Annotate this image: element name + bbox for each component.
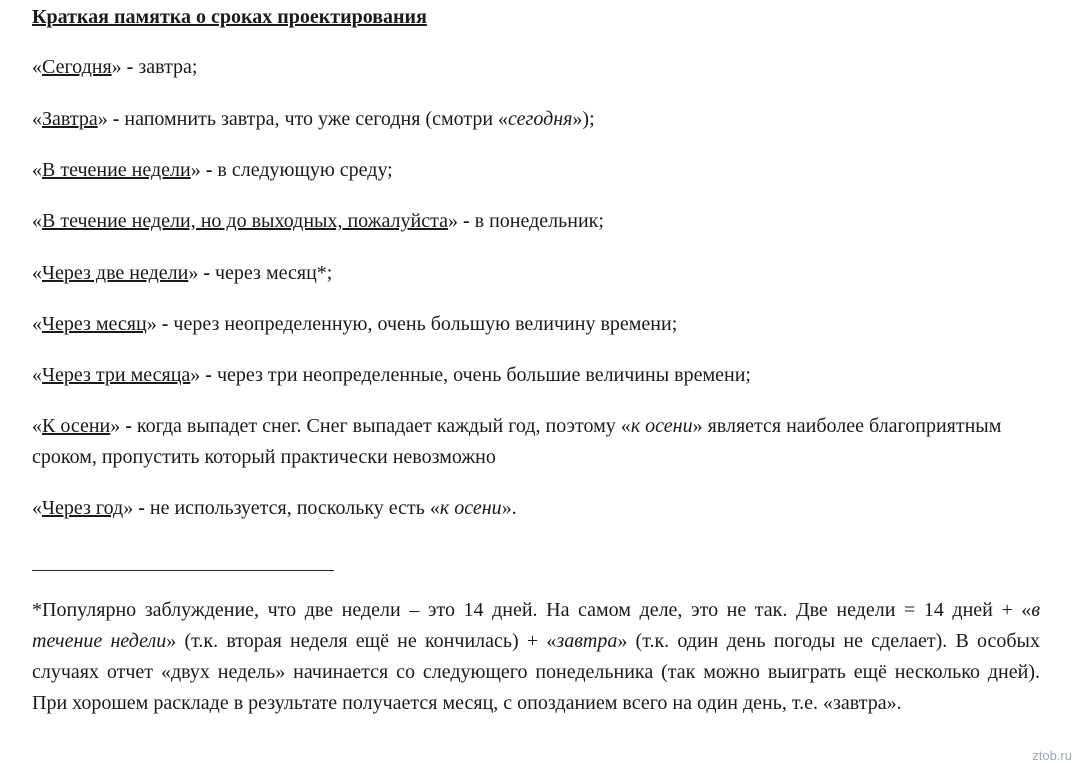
- memo-term: В течение недели: [42, 159, 191, 181]
- memo-term: Завтра: [42, 108, 98, 130]
- memo-item: [32, 155, 393, 186]
- memo-item: [32, 104, 595, 135]
- memo-meaning: в понедельник;: [474, 210, 604, 232]
- separator-dash: -: [125, 415, 132, 437]
- open-quote: «: [32, 497, 42, 519]
- memo-meaning: напомнить завтра, что уже сегодня (смотри «: [124, 108, 509, 130]
- memo-meaning-end: »);: [572, 108, 595, 130]
- separator-dash: -: [462, 210, 470, 232]
- memo-meaning: когда выпадет снег. Снег выпадает каждый год, поэтому «: [136, 415, 631, 437]
- watermark: ztob.ru: [1032, 748, 1072, 763]
- close-quote: »: [146, 313, 157, 335]
- memo-item: [32, 258, 332, 289]
- footnote-text: *Популярно заблуждение, что две недели – это 14 дней. На самом деле, это не так. Две недели = 14 дней + «: [32, 599, 1032, 621]
- separator-dash: -: [205, 159, 213, 181]
- memo-term: Через три месяца: [42, 364, 191, 386]
- footnote-text: » (т.к. вторая неделя ещё не кончилась) + «: [166, 630, 557, 652]
- separator-dash: -: [161, 313, 169, 335]
- open-quote: «: [32, 262, 42, 284]
- footnote-text: » (т.к. один день погоды не сделает). В особых случаях отчет «двух недель» начинается со следующего понедельника (так можно выиграть ещё несколько дней). При хорошем раскладе в результате получается месяц, с опозданием всего на один день, т.е. «завтра».: [32, 630, 1040, 714]
- close-quote: »: [447, 210, 458, 232]
- memo-meaning: через три неопределенные, очень большие величины времени;: [216, 364, 751, 386]
- open-quote: «: [32, 159, 42, 181]
- memo-meaning-italic: к осени: [439, 497, 502, 519]
- open-quote: «: [32, 108, 42, 130]
- memo-item: [32, 206, 604, 237]
- memo-meaning: через месяц*;: [215, 262, 333, 284]
- footnote-italic: завтра: [556, 630, 618, 652]
- memo-meaning-end: » является наиболее благоприятным сроком, пропустить который практически невозможно: [32, 415, 1002, 468]
- memo-meaning: в следующую среду;: [217, 159, 393, 181]
- open-quote: «: [32, 56, 42, 78]
- close-quote: »: [190, 364, 201, 386]
- memo-item: [32, 411, 1042, 473]
- memo-meaning-italic: сегодня: [508, 108, 573, 130]
- memo-meaning-end: ».: [501, 497, 517, 519]
- close-quote: »: [188, 262, 199, 284]
- memo-term: В течение недели, но до выходных, пожалуйста: [42, 210, 448, 232]
- footnote: [32, 595, 1040, 719]
- memo-item: [32, 360, 751, 391]
- separator-dash: -: [126, 56, 134, 78]
- memo-meaning: завтра;: [138, 56, 198, 78]
- memo-term: Сегодня: [42, 56, 112, 78]
- open-quote: «: [32, 313, 42, 335]
- memo-meaning-italic: к осени: [630, 415, 693, 437]
- memo-term: Через год: [42, 497, 124, 519]
- memo-term: Через две недели: [42, 262, 189, 284]
- memo-item: [32, 309, 677, 340]
- open-quote: «: [32, 210, 42, 232]
- close-quote: »: [110, 415, 121, 437]
- memo-meaning: через неопределенную, очень большую величину времени;: [173, 313, 678, 335]
- memo-meaning: не используется, поскольку есть «: [149, 497, 440, 519]
- open-quote: «: [32, 415, 42, 437]
- document-title: Краткая памятка о сроках проектирования: [32, 6, 427, 28]
- footnote-italic: в течение недели: [32, 599, 1040, 652]
- memo-term: К осени: [42, 415, 111, 437]
- memo-item: [32, 52, 197, 83]
- close-quote: »: [123, 497, 134, 519]
- separator-dash: -: [138, 497, 145, 519]
- footnote-separator: [32, 570, 334, 571]
- close-quote: »: [111, 56, 122, 78]
- memo-item: [32, 493, 517, 524]
- close-quote: »: [97, 108, 108, 130]
- separator-dash: -: [205, 364, 212, 386]
- memo-term: Через месяц: [42, 313, 147, 335]
- separator-dash: -: [112, 108, 120, 130]
- open-quote: «: [32, 364, 42, 386]
- separator-dash: -: [203, 262, 210, 284]
- close-quote: »: [190, 159, 201, 181]
